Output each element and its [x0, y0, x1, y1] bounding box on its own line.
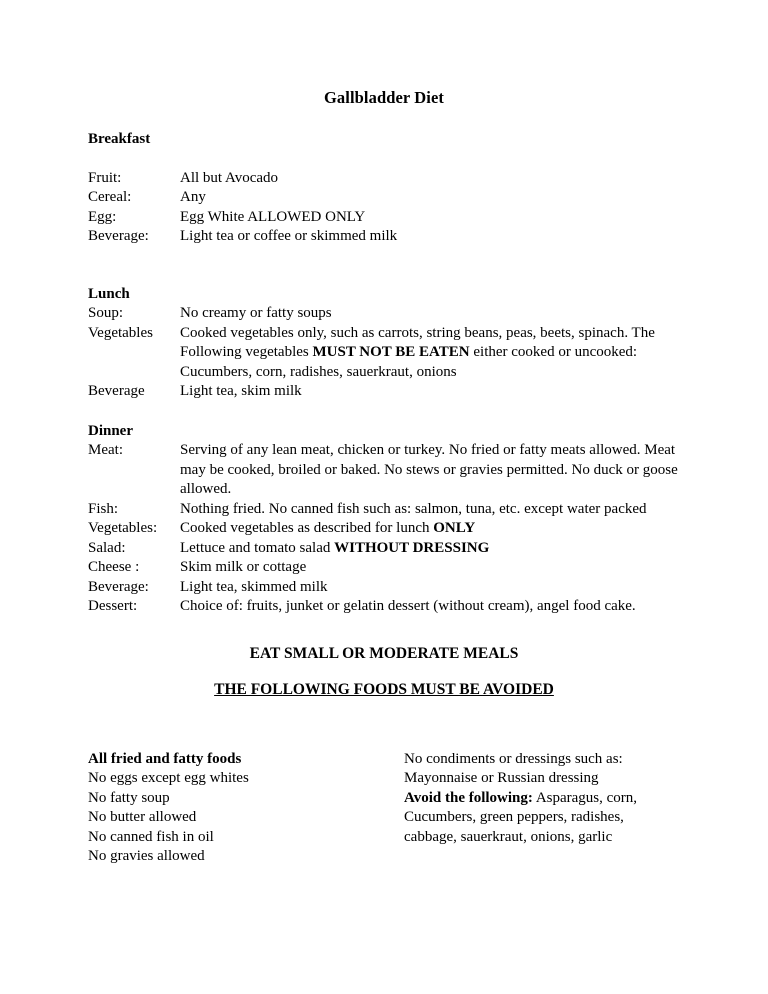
- spacer: [88, 402, 680, 422]
- dinner-rows: [88, 441, 680, 617]
- row-value: Light tea, skim milk: [180, 383, 302, 399]
- row-value: [180, 539, 680, 559]
- table-row: [88, 188, 680, 208]
- row-label: Fish:: [88, 500, 119, 517]
- list-item: No canned fish in oil: [88, 828, 214, 845]
- table-row: [88, 578, 680, 598]
- avoid-column-right: [320, 750, 680, 867]
- row-label: Beverage: [88, 383, 145, 399]
- row-label: Meat:: [88, 442, 123, 458]
- list-item: No butter allowed: [88, 809, 197, 825]
- list-item: No fatty soup: [88, 789, 170, 806]
- table-row: [88, 519, 680, 539]
- row-value: All but Avocado: [180, 169, 279, 186]
- row-label: Dessert:: [88, 598, 138, 614]
- row-value-text: Cooked vegetables as described for lunch: [180, 520, 434, 536]
- table-row: [88, 324, 680, 383]
- spacer: [88, 700, 680, 750]
- row-value: [180, 519, 680, 539]
- row-value: Skim milk or cottage: [180, 559, 307, 575]
- row-value: Any: [180, 189, 206, 205]
- spacer: [88, 247, 680, 285]
- document-content: [88, 88, 680, 867]
- avoid-left-heading: All fried and fatty foods: [88, 750, 242, 767]
- row-label: Cheese :: [88, 559, 140, 575]
- table-row: [88, 558, 680, 578]
- row-label: Cereal:: [88, 189, 132, 205]
- avoid-column-left: [88, 750, 320, 867]
- list-item: Mayonnaise or Russian dressing: [404, 770, 599, 786]
- row-value-text: Cooked vegetables only, such as carrots, string beans, peas, beets, spinach. The Following vegetables: [180, 324, 655, 360]
- table-row: [88, 500, 680, 520]
- page-title: Gallbladder Diet: [323, 88, 444, 107]
- table-row: [88, 169, 680, 189]
- row-value: Serving of any lean meat, chicken or turkey. No fried or fatty meats allowed. Meat may be cooked, broiled or baked. No stews or gravies permitted. No duck or goose allowed.: [180, 442, 678, 497]
- section-heading-breakfast: Breakfast: [88, 131, 151, 147]
- lunch-rows: [88, 304, 680, 402]
- row-label: Beverage:: [88, 228, 149, 244]
- section-heading-dinner: Dinner: [88, 422, 133, 439]
- spacer: [88, 617, 680, 644]
- table-row: [88, 208, 680, 228]
- row-value-text-cont: either cooked or uncooked: Cucumbers, corn, radishes, sauerkraut, onions: [180, 344, 638, 380]
- row-value-emphasis: MUST NOT BE EATEN: [312, 344, 470, 360]
- avoid-right-text: Asparagus, corn, Cucumbers, green peppers, radishes, cabbage, sauerkraut, onions, garlic: [404, 789, 638, 845]
- row-label: Vegetables:: [88, 520, 158, 536]
- row-value-emphasis: ONLY: [433, 520, 476, 536]
- avoid-right-emphasis: Avoid the following:: [404, 789, 533, 806]
- table-row: [88, 539, 680, 559]
- row-value: Light tea or coffee or skimmed milk: [180, 228, 398, 244]
- row-label: Beverage:: [88, 578, 149, 595]
- row-value: Egg White ALLOWED ONLY: [180, 208, 366, 225]
- notice-avoid-heading: THE FOLLOWING FOODS MUST BE AVOIDED: [214, 680, 554, 698]
- spacer: [88, 150, 680, 169]
- table-row: [88, 382, 680, 402]
- table-row: [88, 227, 680, 247]
- row-value: [180, 324, 680, 383]
- section-heading-lunch: Lunch: [88, 285, 130, 302]
- list-item: [404, 789, 680, 848]
- row-value: No creamy or fatty soups: [180, 305, 332, 321]
- row-value: Nothing fried. No canned fish such as: salmon, tuna, etc. except water packed: [180, 500, 647, 517]
- row-label: Egg:: [88, 208, 117, 225]
- row-value-emphasis: WITHOUT DRESSING: [334, 539, 490, 556]
- table-row: [88, 597, 680, 617]
- table-row: [88, 304, 680, 324]
- row-label: Fruit:: [88, 169, 122, 186]
- list-item: No condiments or dressings such as:: [404, 750, 623, 767]
- avoid-columns: [88, 750, 680, 867]
- table-row: [88, 441, 680, 500]
- breakfast-rows: [88, 169, 680, 247]
- row-value: Light tea, skimmed milk: [180, 578, 328, 595]
- spacer: [88, 664, 680, 680]
- notice-eat-small: EAT SMALL OR MODERATE MEALS: [249, 644, 519, 662]
- row-value: Choice of: fruits, junket or gelatin dessert (without cream), angel food cake.: [180, 598, 636, 614]
- row-label: Salad:: [88, 539, 126, 556]
- row-label: Soup:: [88, 305, 124, 321]
- row-value-text: Lettuce and tomato salad: [180, 539, 335, 556]
- row-label: Vegetables: [88, 324, 153, 341]
- list-item: No gravies allowed: [88, 848, 205, 864]
- list-item: No eggs except egg whites: [88, 770, 249, 786]
